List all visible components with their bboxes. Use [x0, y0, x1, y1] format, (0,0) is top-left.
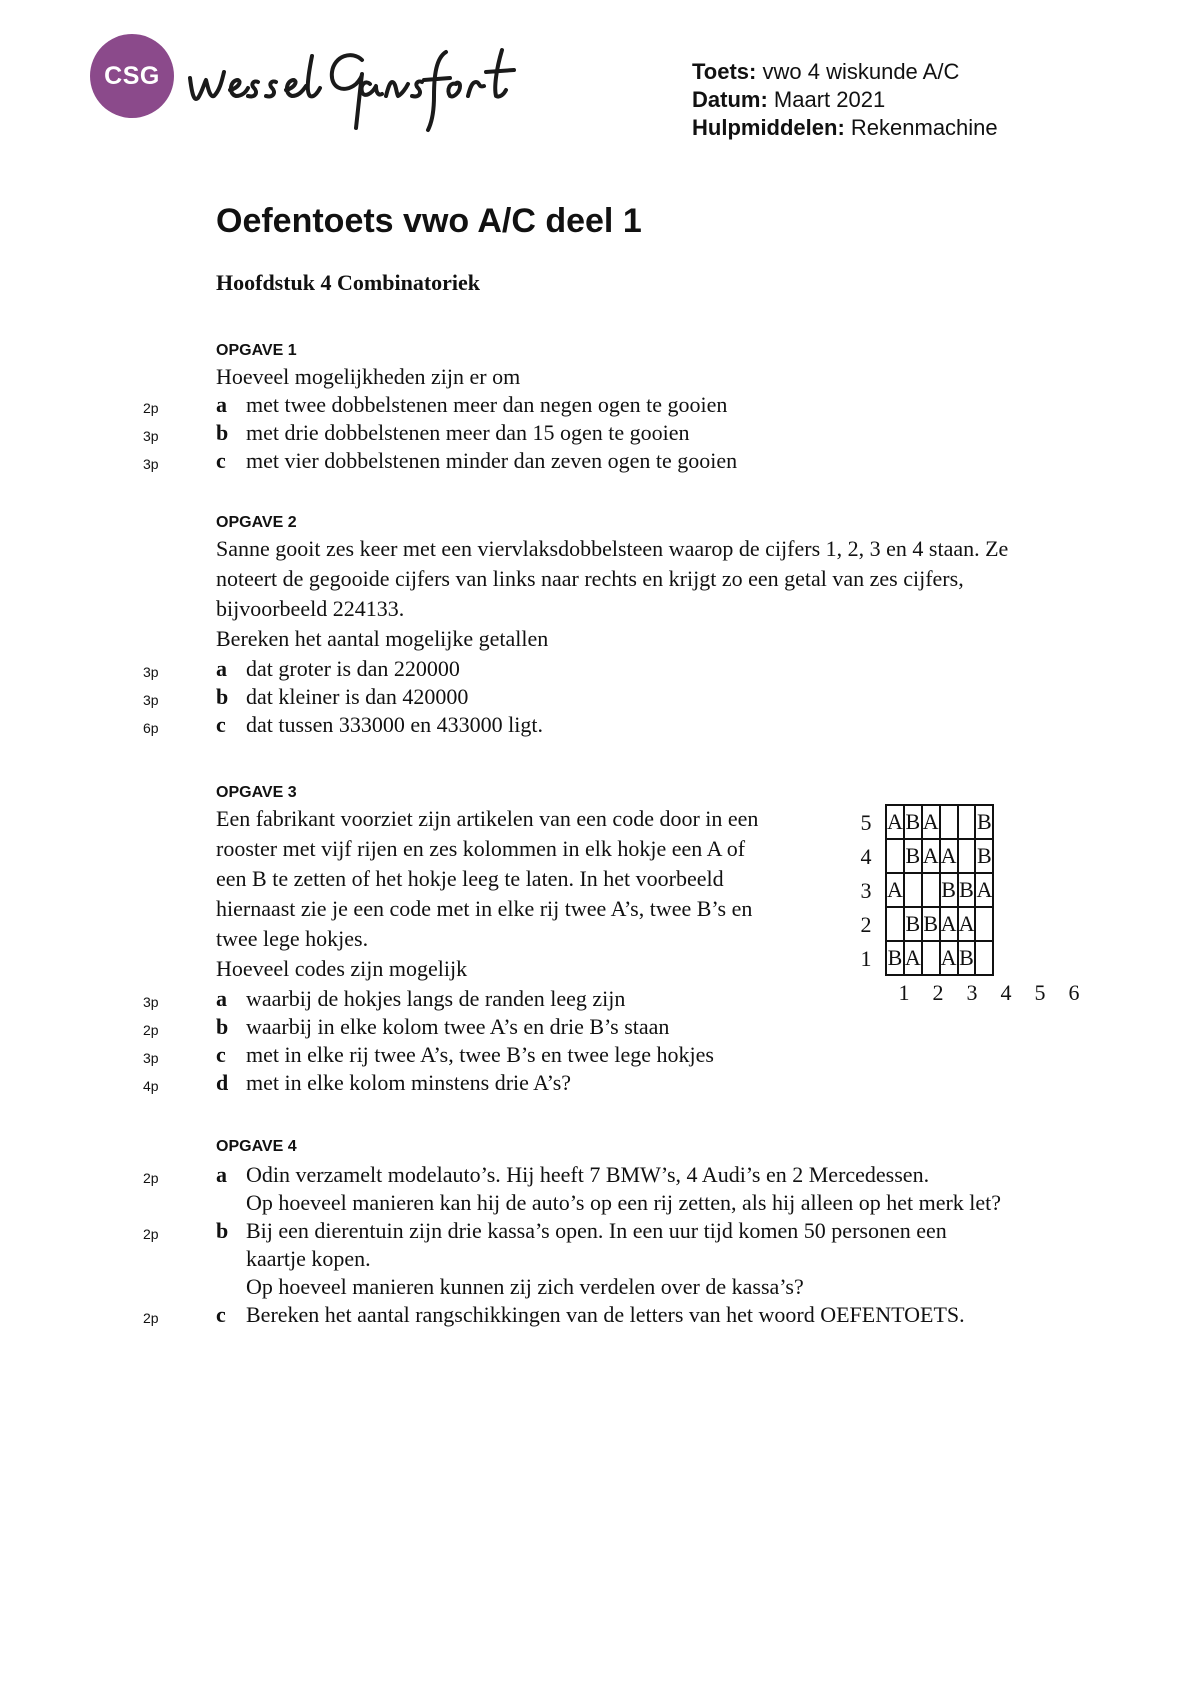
grid-cell: A [886, 805, 904, 839]
grid-row [886, 941, 993, 975]
grid-cell [958, 805, 976, 839]
opgave-3c [216, 1042, 714, 1068]
grid-cell [958, 839, 976, 873]
grid-cell: A [940, 941, 958, 975]
grid-cell: A [958, 907, 976, 941]
opgave-2b [216, 684, 468, 710]
grid-cell: B [958, 873, 976, 907]
opgave-4c-points: 2p [143, 1310, 159, 1326]
opgave-2a [216, 656, 460, 682]
item-letter: a [216, 1162, 227, 1187]
meta-toets-label: Toets: [692, 59, 757, 84]
item-text: met vier dobbelstenen minder dan zeven ogen te gooien [246, 448, 738, 473]
grid-cell [975, 941, 993, 975]
item-text: Bij een dierentuin zijn drie kassa’s open. In een uur tijd komen 50 personen een [246, 1218, 947, 1243]
item-letter: d [216, 1070, 229, 1095]
grid-cell: B [958, 941, 976, 975]
opgave-2-intro-line: Sanne gooit zes keer met een viervlaksdobbelsteen waarop de cijfers 1, 2, 3 en 4 staan. Ze [216, 536, 1009, 561]
opgave-2b-points: 3p [143, 692, 159, 708]
opgave-2-heading: OPGAVE 2 [216, 514, 297, 531]
grid-cell: A [940, 907, 958, 941]
opgave-1-intro: Hoeveel mogelijkheden zijn er om [216, 364, 521, 389]
item-text: dat groter is dan 220000 [246, 656, 460, 681]
grid-cell: A [922, 839, 940, 873]
grid-cell: A [940, 839, 958, 873]
grid-row-label: 4 [860, 844, 872, 869]
grid-cell: A [922, 805, 940, 839]
opgave-4a [216, 1162, 929, 1188]
opgave-1c [216, 448, 737, 474]
meta-toets-value: vwo 4 wiskunde A/C [756, 59, 960, 84]
grid-cell: B [904, 805, 922, 839]
grid-row [886, 873, 993, 907]
grid-cell [886, 907, 904, 941]
item-text: Odin verzamelt modelauto’s. Hij heeft 7 BMW’s, 4 Audi’s en 2 Mercedessen. [246, 1162, 930, 1187]
item-text: met twee dobbelstenen meer dan negen ogen te gooien [246, 392, 728, 417]
opgave-2-intro-line: bijvoorbeeld 224133. [216, 596, 405, 621]
opgave-3c-points: 3p [143, 1050, 159, 1066]
item-text: met in elke kolom minstens drie A’s? [246, 1070, 572, 1095]
grid-col-label: 6 [1068, 980, 1080, 1005]
grid-cell: A [904, 941, 922, 975]
csg-logo-circle: CSG [90, 34, 174, 118]
item-text: dat kleiner is dan 420000 [246, 684, 469, 709]
opgave-4b-line: Op hoeveel manieren kunnen zij zich verdelen over de kassa’s? [246, 1274, 804, 1299]
opgave-2-intro-line: Bereken het aantal mogelijke getallen [216, 626, 549, 651]
item-letter: a [216, 656, 227, 681]
grid-row [886, 805, 993, 839]
item-letter: b [216, 420, 229, 445]
opgave-3-intro-line: Hoeveel codes zijn mogelijk [216, 956, 468, 981]
opgave-3a [216, 986, 625, 1012]
meta-datum-line [692, 86, 998, 114]
opgave-4b-line: kaartje kopen. [246, 1246, 371, 1271]
opgave-3a-points: 3p [143, 994, 159, 1010]
meta-hulpmiddelen-label: Hulpmiddelen: [692, 115, 845, 140]
meta-datum-value: Maart 2021 [767, 87, 886, 112]
grid-row [886, 839, 993, 873]
grid-col-label: 2 [932, 980, 944, 1005]
opgave-3-intro-line: Een fabrikant voorziet zijn artikelen van een code door in een [216, 806, 759, 831]
grid-cell: B [904, 839, 922, 873]
meta-hulpmiddelen-value: Rekenmachine [844, 115, 998, 140]
item-letter: c [216, 1042, 226, 1067]
opgave-1-heading: OPGAVE 1 [216, 342, 297, 359]
page-title: Oefentoets vwo A/C deel 1 [216, 202, 642, 240]
item-letter: c [216, 712, 226, 737]
meta-toets-line [692, 58, 998, 86]
grid-row-label: 5 [860, 810, 872, 835]
grid-cell: A [975, 873, 993, 907]
chapter-subtitle: Hoofdstuk 4 Combinatoriek [216, 270, 481, 295]
opgave-3-intro-line: twee lege hokjes. [216, 926, 369, 951]
school-logo [90, 28, 610, 138]
grid-cell [975, 907, 993, 941]
item-text: waarbij de hokjes langs de randen leeg zijn [246, 986, 626, 1011]
grid-row-label: 1 [860, 946, 872, 971]
opgave-3-intro-line: rooster met vijf rijen en zes kolommen in elk hokje een A of [216, 836, 746, 861]
opgave-1a-points: 2p [143, 400, 159, 416]
opgave-3-intro-line: hiernaast zie je een code met in elke rij twee A’s, twee B’s en [216, 896, 753, 921]
grid-row [886, 907, 993, 941]
opgave-3b-points: 2p [143, 1022, 159, 1038]
opgave-4c [216, 1302, 965, 1328]
opgave-2c [216, 712, 543, 738]
grid-cell: B [975, 805, 993, 839]
grid-col-label: 3 [966, 980, 978, 1005]
opgave-1b [216, 420, 690, 446]
grid-cell [886, 839, 904, 873]
meta-datum-label: Datum: [692, 87, 768, 112]
opgave-1c-points: 3p [143, 456, 159, 472]
item-text: waarbij in elke kolom twee A’s en drie B’s staan [246, 1014, 670, 1039]
wessel-gansfort-signature-logo [184, 36, 654, 136]
item-text: met in elke rij twee A’s, twee B’s en twee lege hokjes [246, 1042, 714, 1067]
opgave-1b-points: 3p [143, 428, 159, 444]
item-letter: c [216, 1302, 226, 1327]
opgave-2a-points: 3p [143, 664, 159, 680]
grid-cell [922, 873, 940, 907]
opgave-3d [216, 1070, 571, 1096]
opgave-3d-points: 4p [143, 1078, 159, 1094]
grid-row-label: 2 [860, 912, 872, 937]
grid-cell: A [886, 873, 904, 907]
opgave-4b-points: 2p [143, 1226, 159, 1242]
item-letter: b [216, 1014, 229, 1039]
grid-col-label: 4 [1000, 980, 1012, 1005]
item-letter: c [216, 448, 226, 473]
grid-cell [940, 805, 958, 839]
opgave-4a-points: 2p [143, 1170, 159, 1186]
item-text: Bereken het aantal rangschikkingen van de letters van het woord OEFENTOETS. [246, 1302, 965, 1327]
code-grid [885, 804, 994, 976]
opgave-4a-line: Op hoeveel manieren kan hij de auto’s op een rij zetten, als hij alleen op het merk let? [246, 1190, 1002, 1215]
opgave-3b [216, 1014, 669, 1040]
test-meta-block [692, 58, 998, 142]
grid-cell: B [940, 873, 958, 907]
item-letter: a [216, 392, 227, 417]
item-letter: b [216, 684, 229, 709]
item-letter: a [216, 986, 227, 1011]
opgave-3-intro-line: een B te zetten of het hokje leeg te laten. In het voorbeeld [216, 866, 724, 891]
grid-cell [904, 873, 922, 907]
grid-col-label: 5 [1034, 980, 1046, 1005]
grid-row-label: 3 [860, 878, 872, 903]
item-letter: b [216, 1218, 229, 1243]
opgave-2c-points: 6p [143, 720, 159, 736]
grid-cell [922, 941, 940, 975]
opgave-3-heading: OPGAVE 3 [216, 784, 297, 801]
opgave-1a [216, 392, 727, 418]
grid-cell: B [904, 907, 922, 941]
grid-cell: B [922, 907, 940, 941]
grid-cell: B [886, 941, 904, 975]
opgave-4b [216, 1218, 947, 1244]
meta-hulpmiddelen-line [692, 114, 998, 142]
item-text: dat tussen 333000 en 433000 ligt. [246, 712, 543, 737]
grid-col-label: 1 [898, 980, 910, 1005]
item-text: met drie dobbelstenen meer dan 15 ogen te gooien [246, 420, 690, 445]
grid-cell: B [975, 839, 993, 873]
opgave-4-heading: OPGAVE 4 [216, 1138, 297, 1155]
opgave-2-intro-line: noteert de gegooide cijfers van links naar rechts en krijgt zo een getal van zes cijfers, [216, 566, 964, 591]
